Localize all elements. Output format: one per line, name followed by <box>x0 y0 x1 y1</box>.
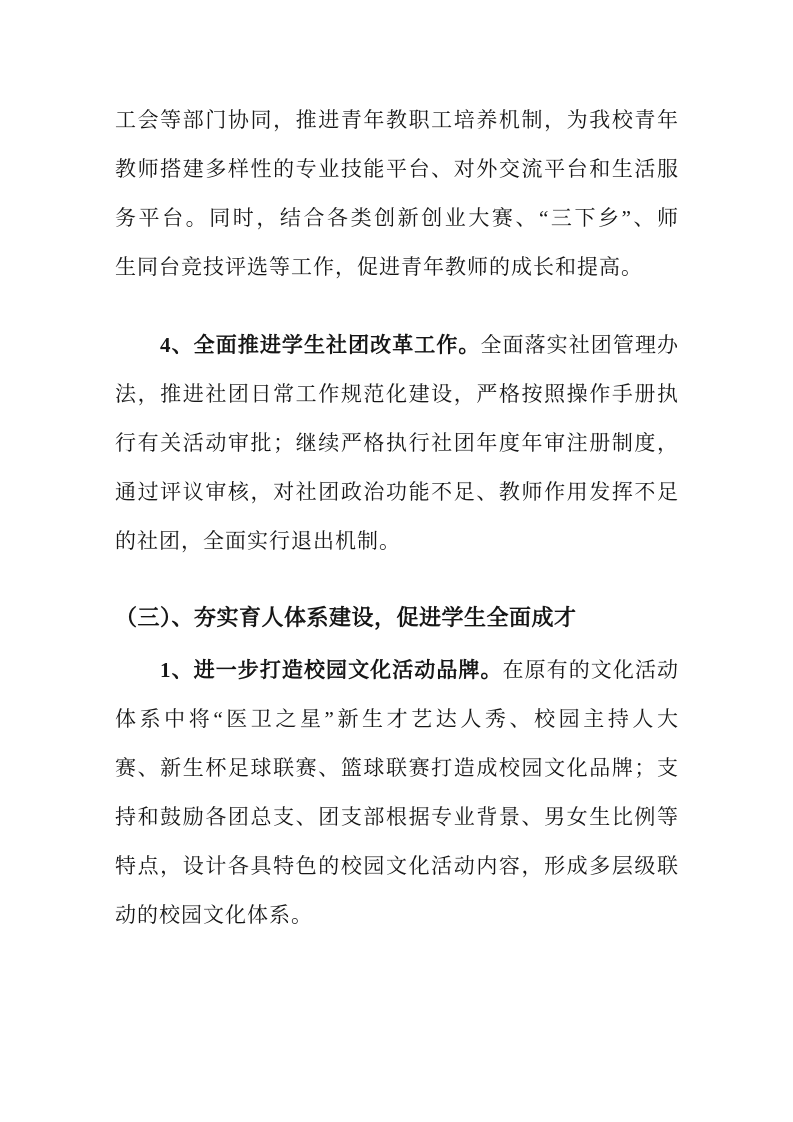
text-line <box>115 517 678 566</box>
body-text: 赛、新生杯足球联赛、篮球联赛打造成校园文化品牌；支 <box>115 756 678 780</box>
text-line <box>115 646 678 695</box>
text-line <box>115 468 678 517</box>
body-text: 持和鼓励各团总支、团支部根据专业背景、男女生比例等 <box>115 805 678 829</box>
run-in-heading-text: （三）、夯实育人体系建设，促进学生全面成才 <box>115 605 577 630</box>
body-text: 特点，设计各具特色的校园文化活动内容，形成多层级联 <box>115 854 678 878</box>
body-text: 全面落实社团管理办 <box>480 333 679 357</box>
body-text: 行有关活动审批；继续严格执行社团年度年审注册制度， <box>115 431 678 455</box>
text-line <box>115 321 678 370</box>
body-text: 通过评议审核，对社团政治功能不足、教师作用发挥不足 <box>115 480 678 504</box>
text-line <box>115 194 678 243</box>
para-youth-teacher-development <box>115 96 678 292</box>
text-line <box>115 145 678 194</box>
para-campus-culture-brand <box>115 646 678 940</box>
body-text: 在原有的文化活动 <box>502 658 679 682</box>
run-in-heading-text: 1、进一步打造校园文化活动品牌。 <box>160 658 503 682</box>
para-student-society-reform <box>115 321 678 566</box>
text-line <box>115 593 678 642</box>
body-text: 生同台竞技评选等工作，促进青年教师的成长和提高。 <box>115 255 643 279</box>
body-text: 法，推进社团日常工作规范化建设，严格按照操作手册执 <box>115 382 678 406</box>
text-line <box>115 419 678 468</box>
run-in-heading-text: 4、全面推进学生社团改革工作。 <box>160 333 481 357</box>
text-line <box>115 744 678 793</box>
text-line <box>115 842 678 891</box>
body-text: 务平台。同时，结合各类创新创业大赛、“三下乡”、师 <box>115 206 678 230</box>
body-text: 体系中将“医卫之星”新生才艺达人秀、校园主持人大 <box>115 707 678 731</box>
heading-section-three <box>115 593 678 642</box>
text-line <box>115 891 678 940</box>
text-line <box>115 243 678 292</box>
document-body <box>115 0 678 940</box>
body-text: 的社团，全面实行退出机制。 <box>115 529 401 553</box>
body-text: 工会等部门协同，推进青年教职工培养机制，为我校青年 <box>115 108 678 132</box>
text-line <box>115 96 678 145</box>
text-line <box>115 793 678 842</box>
body-text: 动的校园文化体系。 <box>115 903 313 927</box>
body-text: 教师搭建多样性的专业技能平台、对外交流平台和生活服 <box>115 157 678 181</box>
text-line <box>115 695 678 744</box>
text-line <box>115 370 678 419</box>
